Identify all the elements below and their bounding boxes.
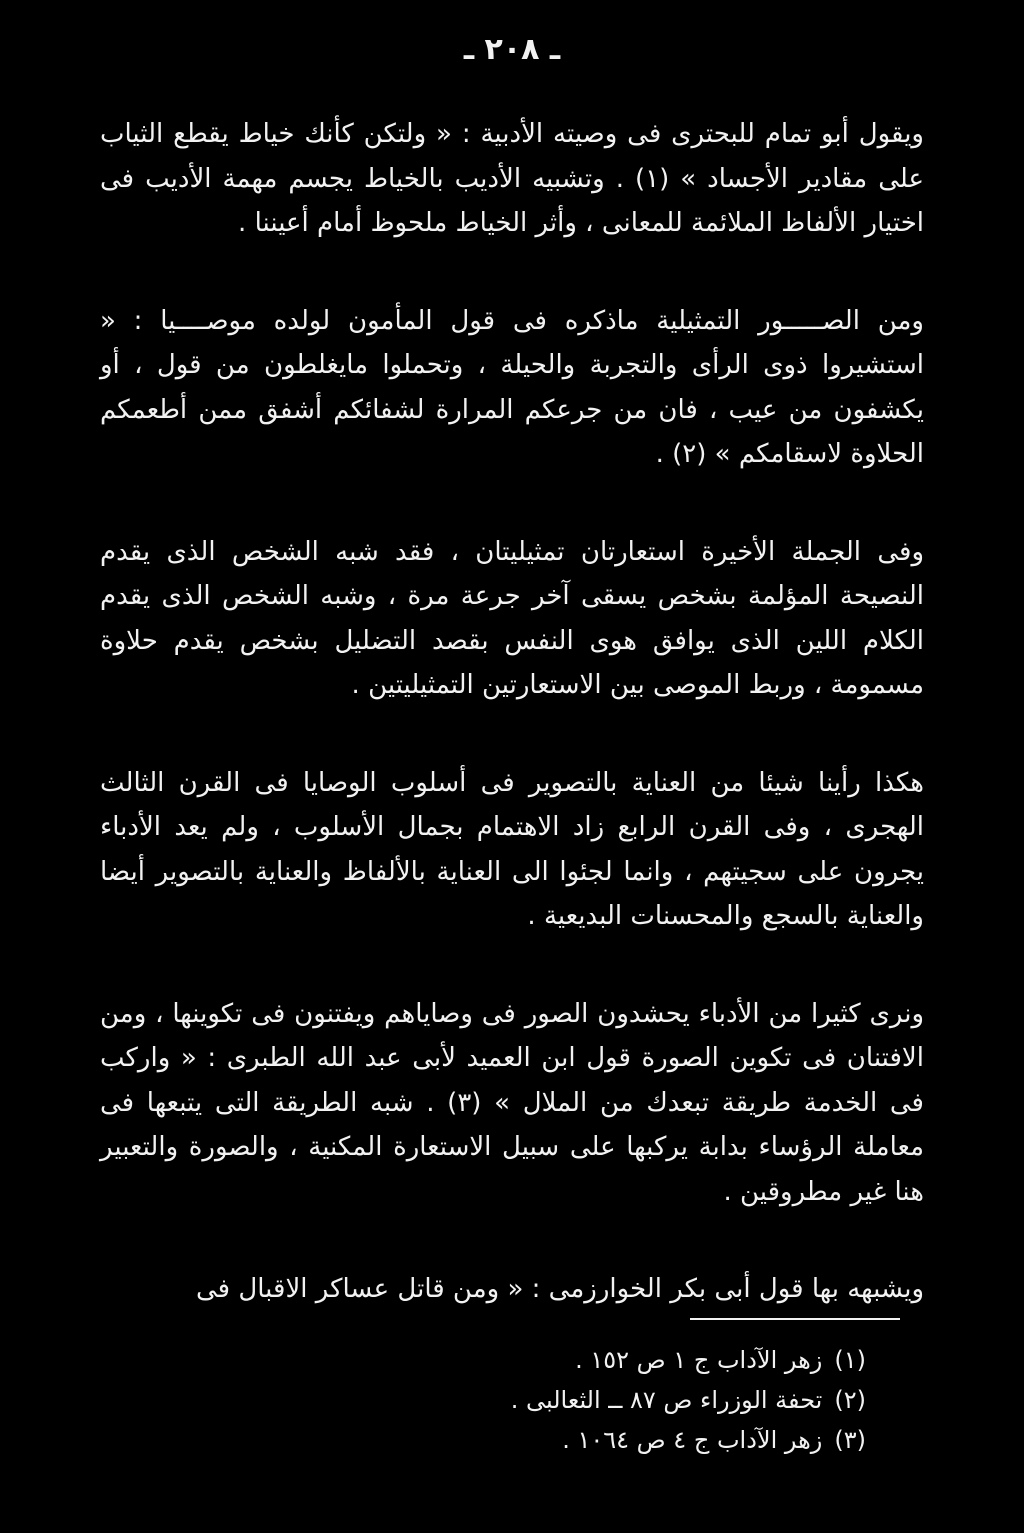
footnote-text: تحفة الوزراء ص ٨٧ ــ الثعالبى .: [510, 1386, 823, 1414]
footnotes: [300, 1340, 866, 1460]
footnote: [300, 1380, 866, 1420]
body-text: [100, 112, 924, 1365]
paragraph: ونرى كثيرا من الأدباء يحشدون الصور فى وصاياهم ويفتنون فى تكوينها ، ومن الافتنان فى تكوين الصورة قول ابن العميد لأبى عبد الله الطبرى : « وارکب فى الخدمة طريقة تبعدك من الملال » (٣) . شبه الطريقة التى يتبعها فى معاملة الرؤساء بدابة يركبها على سبيل الاستعارة المكنية ، والصورة والتعبير هنا غير مطروقين .: [100, 998, 924, 1207]
footnote: [300, 1420, 866, 1460]
paragraph: ويقول أبو تمام للبحترى فى وصيته الأدبية : « ولتكن كأنك خياط يقطع الثياب على مقادير الأجساد » (١) . وتشبيه الأديب بالخياط يجسم مهمة الأديب فى اختيار الألفاظ الملائمة للمعانى ، وأثر الخياط ملحوظ أمام أعيننا .: [100, 119, 924, 238]
footnote-marker: (٣): [834, 1426, 866, 1454]
footnote-marker: (٢): [834, 1386, 866, 1414]
footnote-text: زهر الآداب ج ٤ ص ١٠٦٤ .: [562, 1426, 823, 1454]
paragraph: ويشبهه بها قول أبى بكر الخوارزمى : « ومن قاتل عساكر الاقبال فى: [196, 1274, 924, 1304]
paragraph: وفى الجملة الأخيرة استعارتان تمثيليتان ، فقد شبه الشخص الذى يقدم النصيحة المؤلمة بشخص يسقى آخر جرعة مرة ، وشبه الشخص الذى يقدم الكلام اللين الذى يوافق هوى النفس بقصد التضليل بشخص يقدم حلاوة مسمومة ، وربط الموصى بين الاستعارتين التمثيليتين .: [100, 536, 924, 700]
page-number: ـ ٢٠٨ ـ: [463, 32, 561, 67]
paragraph: ومن الصـــــور التمثيلية ماذكره فى قول المأمون لولده موصــــيا : « استشيروا ذوى الرأى والتجربة والحيلة ، وتحملوا مايغلطون من قول ، أو يكشفون من عيب ، فان من جرعكم المرارة لشفائكم أشفق ممن أطعمكم الحلاوة لاسقامكم » (٢) .: [100, 305, 924, 469]
footnote-text: زهر الآداب ج ١ ص ١٥٢ .: [575, 1346, 823, 1374]
footnote-divider: [690, 1318, 900, 1320]
paragraph: هكذا رأينا شيئا من العناية بالتصوير فى أسلوب الوصايا فى القرن الثالث الهجرى ، وفى القرن الرابع زاد الاهتمام بجمال الأسلوب ، ولم يعد الأدباء يجرون على سجيتهم ، وانما لجئوا الى العناية بالألفاظ والعناية بالتصوير أيضا والعناية بالسجع والمحسنات البديعية .: [100, 767, 924, 931]
footnote-marker: (١): [834, 1346, 866, 1374]
footnote: [300, 1340, 866, 1380]
